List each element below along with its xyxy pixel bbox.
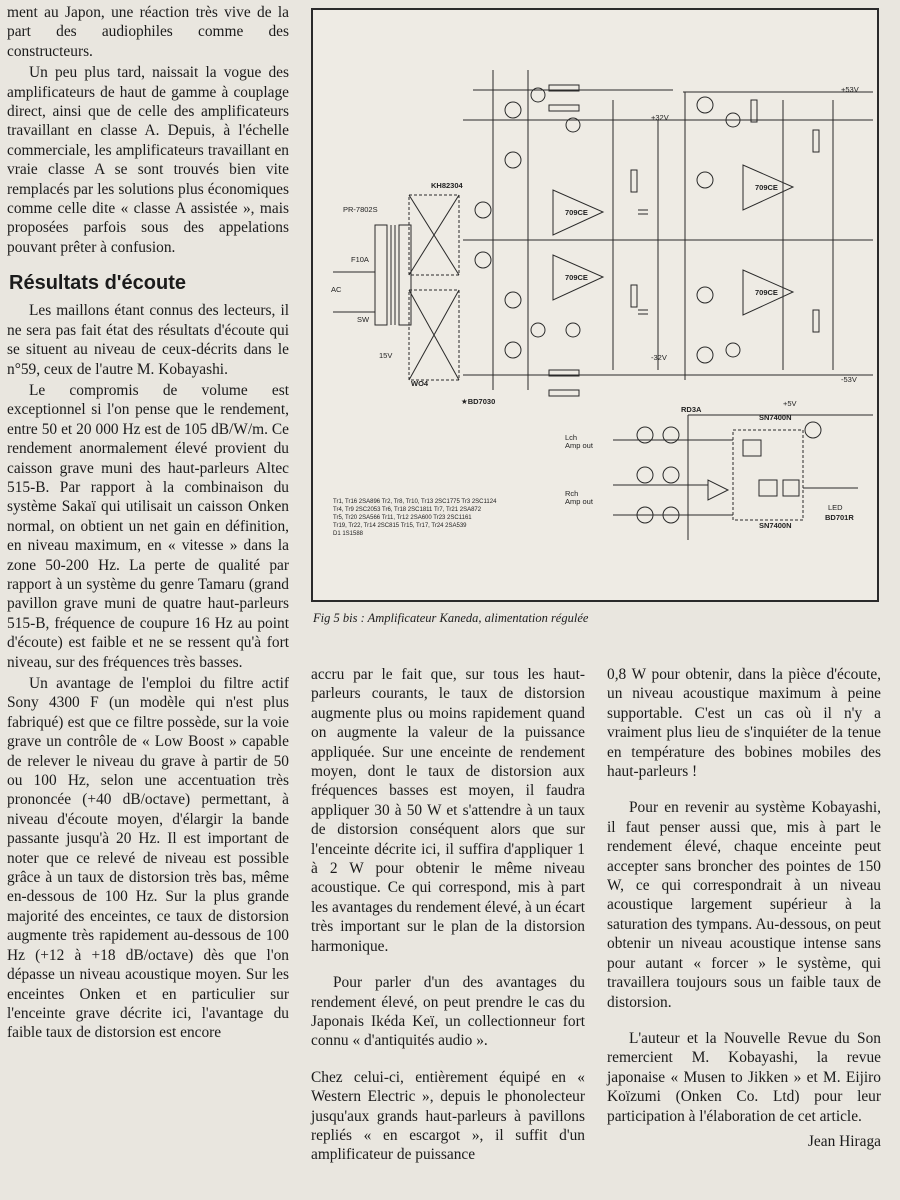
schematic-figure	[311, 8, 879, 602]
schematic-label: Lch Amp out	[565, 433, 593, 450]
legend-line: Tr5, Tr20 2SA566 Tr11, Tr12 2SA600 Tr23 2SC1161	[333, 515, 472, 521]
schematic-label: BD701R	[825, 513, 854, 522]
paragraph: ment au Japon, une réaction très vive de la part des audiophiles comme des constructeurs.	[7, 4, 289, 60]
schematic-label: F10A	[351, 255, 369, 264]
schematic-label: -32V	[651, 353, 667, 362]
schematic-label: 15V	[379, 351, 393, 360]
paragraph: L'auteur et la Nouvelle Revue du Son remercient M. Kobayashi, la revue japonaise « Musen to Jikken » et M. Eijiro Koïzumi (Onken Co. Ltd) pour leur participation à l'élaboration de cet article.	[607, 1029, 881, 1125]
legend-line: Tr4, Tr9 2SC2053 Tr6, Tr18 2SC1811 Tr7, Tr21 2SA872	[333, 507, 482, 513]
paragraph: Pour parler d'un des avantages du rendement élevé, on peut prendre le cas du Japonais Ikéda Keï, un collectionneur fort connu « d'antiquités audio ».	[311, 974, 585, 1050]
legend-line: D1 1S1588	[333, 531, 364, 537]
paragraph: accru par le fait que, sur tous les haut-parleurs courants, le taux de distorsion augmente plus ou moins rapidement quand on augmente la valeur de la puissance appliquée. Sur une enceinte de rendement moyen, dont le taux de distorsion aux fréquences basses est moyen, il faudra appliquer 30 à 50 W et s'attendre à un taux de distorsion conséquent alors que sur l'enceinte décrite ici, il suffira d'appliquer 1 à 2 W pour obtenir le même niveau acoustique. Ce qui correspond, mis à part les avantages du rendement élevé, à un écart très important sur le plan de la distorsion harmonique.	[311, 666, 585, 955]
schematic-label: PR-7802S	[343, 205, 378, 214]
schematic-label: 709CE	[565, 273, 588, 282]
paragraph: 0,8 W pour obtenir, dans la pièce d'écoute, un niveau acoustique maximum à peine supportable. C'est un cas où il n'y a vraiment plus lieu de s'inquiéter de la tenue en température des bobines mobiles des haut-parleurs !	[607, 666, 881, 781]
paragraph: Un avantage de l'emploi du filtre actif Sony 4300 F (un modèle qui n'est plus fabriqué) est que ce filtre possède, sur la voie grave un contrôle de « Low Boost » capable de relever le niveau du grave à partir de 50 ou 100 Hz, selon une accentuation très prononcée (+40 dB/octave) permettant, à niveau d'écoute moyen, d'élargir la bande passante jusqu'à 20 Hz. Il est important de noter que ce relevé de niveau est possible grâce à un taux de distorsion très bas, même en-dessous de 100 Hz. Sur la plus grande majorité des enceintes, ce taux de distorsion augmente très rapidement au-dessous de 100 Hz (+12 à +18 dB/octave) dès que l'on dépasse un niveau acoustique moyen. Sur les enceintes Onken et en particulier sur l'enceinte grave décrite ici, l'avantage du faible taux de distorsion est encore	[7, 675, 289, 1042]
schematic-label: +32V	[651, 113, 669, 122]
schematic-label: AC	[331, 285, 342, 294]
legend-line: Tr19, Tr22, Tr14 2SC815 Tr15, Tr17, Tr24 2SA539	[333, 523, 467, 529]
schematic-label: -53V	[841, 375, 857, 384]
middle-column	[311, 665, 585, 1167]
schematic-label: KH82304	[431, 181, 463, 190]
schematic-label: WO4	[411, 379, 429, 388]
legend-line: Tr1, Tr16 2SA896 Tr2, Tr8, Tr10, Tr13 2SC1775 Tr3 2SC1124	[333, 499, 497, 505]
left-column	[7, 3, 289, 1045]
right-column	[607, 665, 881, 1151]
schematic-label: 709CE	[755, 288, 778, 297]
schematic-label: SW	[357, 315, 370, 324]
paragraph: Les maillons étant connus des lecteurs, il ne sera pas fait état des résultats d'écoute qui se situent au niveau de ceux-décrits dans le n°59, ceux de l'autre M. Kobayashi.	[7, 302, 289, 378]
schematic-label: 709CE	[755, 183, 778, 192]
paragraph: Chez celui-ci, entièrement équipé en « Western Electric », depuis le phonolecteur jusqu'aux grands haut-parleurs à pavillons repliés « en escargot », il suffit d'un amplificateur de puissance	[311, 1068, 585, 1164]
component-legend	[333, 498, 533, 538]
figure-caption: Fig 5 bis : Amplificateur Kaneda, alimentation régulée	[313, 611, 589, 625]
schematic-label: RD3A	[681, 405, 702, 414]
paragraph: Pour en revenir au système Kobayashi, il faut penser aussi que, mis à part le rendement élevé, chaque enceinte peut accepter sans broncher des pointes de 150 W, ce qui correspondrait à un niveau acoustique largement supérieur à la saturation des tympans. Au-dessous, on peut obtenir un niveau acoustique intense sans pour autant « forcer » le système, qui travaillera toujours sous un faible taux de distorsion.	[607, 799, 881, 1011]
author-signature: Jean Hiraga	[807, 1132, 881, 1150]
schematic-label: SN7400N	[759, 521, 792, 530]
schematic-label: Rch Amp out	[565, 489, 593, 506]
paragraph: Le compromis de volume est exceptionnel si l'on pense que le rendement, entre 50 et 20 000 Hz est de 105 dB/W/m. Ce rendement anormalement élevé provient du caisson grave muni des haut-parleurs Altec 515-B. Par rapport à la combinaison du système Sakaï qui utilisait un caisson Onken normal, on obtient un net gain en définition, en niveau maximum, en « vitesse » dans la zone 50-200 Hz. La perte de qualité par rapport à un système du genre Tamaru (grand pavillon grave muni de quatre haut-parleurs 515-B, fréquence de coupure 16 Hz au point d'écoute) est faible et ne se ressent qu'à fort niveau, sur des fréquences très basses.	[7, 381, 289, 671]
schematic-label: LED	[828, 503, 843, 512]
schematic-label: SN7400N	[759, 413, 792, 422]
schematic-label: ★BD7030	[461, 397, 496, 406]
section-heading: Résultats d'écoute	[9, 272, 187, 295]
schematic-label: 709CE	[565, 208, 588, 217]
schematic-label: +53V	[841, 85, 859, 94]
schematic-label: +5V	[783, 399, 797, 408]
paragraph: Un peu plus tard, naissait la vogue des amplificateurs de haut de gamme à couplage direct, ainsi que de celle des amplificateurs travaillant en classe A. Depuis, à l'échelle commerciale, les amplificateurs travaillant en vraie classe A se sont trouvés bien vite remplacés par les solutions plus économiques comme celle dite « classe A assistée », mais proposées parfois sous des appelations pouvant prêter à confusion.	[7, 64, 289, 256]
